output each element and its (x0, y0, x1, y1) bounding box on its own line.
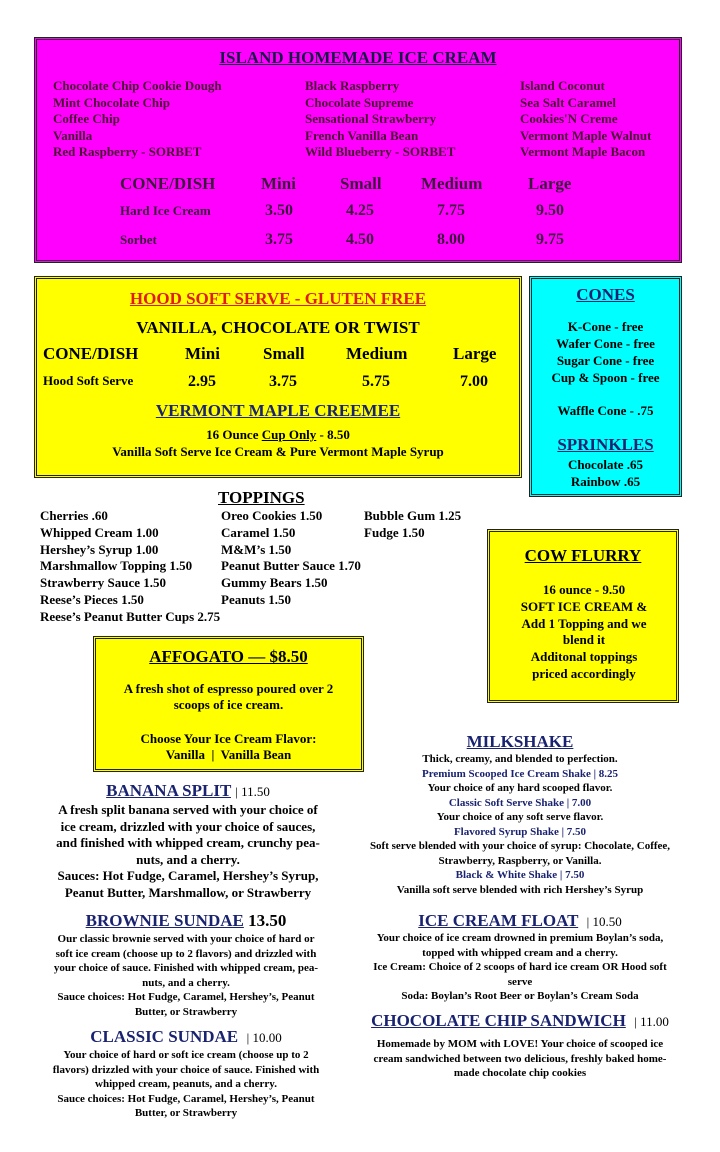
cow-flurry-line: SOFT ICE CREAM & (520, 598, 648, 614)
flavor-item: Island Coconut (520, 78, 605, 93)
brownie-heading (28, 911, 344, 931)
cow-flurry-body (498, 582, 670, 683)
sandwich-desc (352, 1037, 688, 1081)
affogato-desc-line: scoops of ice cream. (173, 696, 284, 712)
creemee-line1-post: - 8.50 (316, 427, 350, 442)
sprinkle-item: Chocolate .65 (567, 457, 644, 472)
topping-item: Peanuts 1.50 (221, 591, 292, 607)
topping-item: Peanut Butter Sauce 1.70 (221, 558, 361, 574)
banana-split-title: BANANA SPLIT (106, 781, 231, 800)
milkshake-item-name: Black & White Shake | 7.50 (455, 869, 585, 881)
float-title: ICE CREAM FLOAT (418, 911, 579, 930)
cone-item: Cup & Spoon - free (551, 370, 660, 385)
classic-sundae-section (28, 1027, 344, 1121)
price-value: 7.00 (460, 373, 488, 390)
hood-title: HOOD SOFT SERVE - GLUTEN FREE (129, 289, 427, 308)
milkshake-title: MILKSHAKE (466, 732, 574, 751)
desc-line: Butter, or Strawberry (134, 1005, 238, 1018)
island-flavors-col2 (305, 78, 455, 161)
milkshake-item-name: Premium Scooped Ice Cream Shake | 8.25 (421, 767, 619, 780)
topping-item: Strawberry Sauce 1.50 (40, 575, 167, 591)
affogato-choose (106, 731, 351, 762)
milkshake-section (352, 732, 688, 897)
milkshake-heading (352, 732, 688, 752)
desc-line: and finished with whipped cream, crunchy pea- (56, 835, 320, 850)
sandwich-price: | 11.00 (634, 1014, 669, 1029)
milkshake-intro: Thick, creamy, and blended to perfection. (422, 753, 618, 765)
island-header-large: Large (528, 174, 572, 193)
sprinkle-item: Rainbow .65 (570, 474, 641, 489)
hood-header-small: Small (263, 344, 305, 363)
flavor-item: French Vanilla Bean (305, 127, 419, 143)
island-header-medium: Medium (421, 174, 483, 193)
milkshake-item-name: Flavored Syrup Shake | 7.50 (453, 825, 587, 838)
price-value: 4.25 (346, 202, 374, 219)
float-heading (352, 911, 688, 931)
sandwich-heading (352, 1011, 688, 1031)
brownie-title: BROWNIE SUNDAE (85, 911, 244, 930)
affogato-options: Vanilla | Vanilla Bean (165, 746, 292, 762)
desc-line: Ice Cream: Choice of 2 scoops of hard ice cream OR Hood soft (373, 961, 667, 973)
banana-split-section (38, 781, 338, 901)
banana-split-heading (38, 781, 338, 801)
price-value: 3.75 (265, 231, 293, 248)
desc-line: made chocolate chip cookies (453, 1067, 587, 1079)
flavor-item: Vanilla (53, 127, 93, 143)
flavor-item: Black Raspberry (305, 78, 400, 93)
topping-item: Bubble Gum 1.25 (364, 508, 462, 523)
desc-line: Butter, or Strawberry (134, 1107, 238, 1119)
desc-line: Homemade by MOM with LOVE! Your choice of scooped ice (376, 1038, 664, 1050)
flavor-item: Sea Salt Caramel (520, 94, 617, 110)
cow-flurry-line: 16 ounce - 9.50 (542, 582, 626, 597)
desc-line: A fresh split banana served with your choice of (58, 802, 318, 817)
classic-title: CLASSIC SUNDAE (90, 1027, 239, 1046)
topping-item: Reese’s Pieces 1.50 (40, 591, 144, 607)
milkshake-item-name: Classic Soft Serve Shake | 7.00 (448, 796, 592, 809)
toppings-col2 (221, 508, 361, 609)
desc-line: ice cream, drizzled with your choice of sauces, (60, 818, 316, 834)
desc-line: Your choice of ice cream drowned in premium Boylan’s soda, (376, 932, 664, 944)
flavor-item: Vermont Maple Walnut (520, 127, 652, 143)
price-value: 7.75 (437, 202, 465, 219)
price-value: 3.75 (269, 373, 297, 390)
affogato-title: AFFOGATO — $8.50 (149, 647, 308, 666)
cones-title: CONES (576, 285, 635, 304)
price-value: 9.75 (536, 231, 564, 248)
cone-item: K-Cone - free (567, 319, 644, 334)
hood-header-conedish: CONE/DISH (43, 344, 139, 363)
topping-item: M&M’s 1.50 (221, 541, 292, 557)
milkshake-item-desc: Your choice of any hard scooped flavor. (427, 782, 613, 794)
banana-split-desc (38, 802, 338, 901)
desc-line: whipped cream, peanuts, and a cherry. (95, 1078, 277, 1090)
ice-cream-float-section (352, 911, 688, 1004)
flavor-item: Vermont Maple Bacon (520, 144, 646, 160)
price-value: 9.50 (536, 202, 564, 219)
hood-row-label: Hood Soft Serve (43, 373, 134, 388)
flavor-item: Sensational Strawberry (305, 111, 437, 127)
desc-line: flavors) drizzled with your choice of sauce. Finished with (52, 1063, 320, 1076)
waffle-cone-item: Waffle Cone - .75 (557, 403, 654, 418)
desc-line: Sauces: Hot Fudge, Caramel, Hershey’s Syrup, (57, 868, 319, 883)
hood-soft-serve-box (34, 276, 522, 478)
classic-price: | 10.00 (246, 1030, 282, 1045)
hood-header-medium: Medium (346, 344, 408, 363)
cone-item: Wafer Cone - free (556, 336, 655, 351)
island-header-conedish: CONE/DISH (120, 174, 216, 193)
island-flavors-col1 (53, 78, 222, 161)
island-title: ISLAND HOMEMADE ICE CREAM (219, 48, 497, 67)
hood-header-large: Large (453, 344, 497, 363)
cow-flurry-line: priced accordingly (532, 665, 636, 681)
price-value: 8.00 (437, 231, 465, 248)
milkshake-body (352, 752, 688, 897)
topping-item: Cherries .60 (40, 508, 108, 523)
creemee-line1-cup: Cup Only (261, 427, 317, 442)
price-value: 5.75 (362, 373, 390, 390)
topping-item: Gummy Bears 1.50 (221, 575, 328, 591)
desc-line: Soda: Boylan’s Root Beer or Boylan’s Cream Soda (401, 990, 639, 1002)
desc-line: Sauce choices: Hot Fudge, Caramel, Hershey’s, Peanut (57, 991, 315, 1003)
cow-flurry-line: Additonal toppings (530, 649, 638, 665)
float-price: | 10.50 (586, 914, 622, 929)
affogato-box (93, 636, 364, 772)
cow-flurry-title: COW FLURRY (524, 546, 642, 565)
price-value: 4.50 (346, 231, 374, 248)
island-header-mini: Mini (261, 174, 296, 193)
affogato-choose-label: Choose Your Ice Cream Flavor: (140, 731, 317, 746)
desc-line: cream sandwiched between two delicious, freshly baked home- (373, 1052, 667, 1065)
sprinkles-title: SPRINKLES (557, 435, 654, 454)
cow-flurry-line: Add 1 Topping and we (521, 615, 647, 631)
island-row-label: Sorbet (120, 232, 157, 247)
desc-line: nuts, and a cherry. (142, 976, 230, 989)
classic-desc (28, 1048, 344, 1121)
price-value: 2.95 (188, 373, 216, 390)
flavor-item: Wild Blueberry - SORBET (305, 144, 456, 160)
topping-item: Hershey’s Syrup 1.00 (40, 541, 159, 557)
brownie-desc (28, 932, 344, 1019)
flavor-item: Coffee Chip (53, 111, 120, 127)
hood-subtitle: VANILLA, CHOCOLATE OR TWIST (136, 318, 420, 337)
flavor-item: Cookies'N Creme (520, 111, 618, 127)
island-header-small: Small (340, 174, 382, 193)
island-flavors-col3 (520, 78, 651, 161)
desc-line: soft ice cream (choose up to 2 flavors) and drizzled with (55, 947, 317, 960)
milkshake-item-desc: Your choice of any soft serve flavor. (436, 811, 604, 823)
topping-item: Oreo Cookies 1.50 (221, 508, 323, 523)
cow-flurry-box (487, 529, 679, 703)
creemee-title: VERMONT MAPLE CREEMEE (155, 401, 401, 420)
flavor-item: Chocolate Chip Cookie Dough (53, 78, 222, 93)
affogato-desc (106, 681, 351, 712)
desc-line: your choice of sauce. Finished with whipped cream, pea- (53, 962, 319, 974)
topping-item: Caramel 1.50 (221, 524, 296, 540)
toppings-col3 (364, 508, 461, 542)
milkshake-item-desc: Vanilla soft serve blended with rich Hershey’s Syrup (396, 883, 644, 896)
milkshake-item-desc: Soft serve blended with your choice of syrup: Chocolate, Coffee, (369, 840, 671, 852)
desc-line: serve (507, 975, 533, 988)
sandwich-title: CHOCOLATE CHIP SANDWICH (371, 1011, 626, 1030)
cones-box (529, 276, 682, 497)
topping-item: Whipped Cream 1.00 (40, 524, 159, 540)
creemee-line1-pre: 16 Ounce (206, 427, 262, 442)
milkshake-item-desc: Strawberry, Raspberry, or Vanilla. (438, 854, 602, 867)
cone-item: Sugar Cone - free (556, 353, 655, 368)
toppings-col1 (40, 508, 220, 626)
flavor-item: Mint Chocolate Chip (53, 94, 170, 110)
classic-heading (28, 1027, 344, 1047)
creemee-line2: Vanilla Soft Serve Ice Cream & Pure Vermont Maple Syrup (112, 444, 444, 459)
topping-item: Marshmallow Topping 1.50 (40, 558, 193, 574)
float-desc (352, 931, 688, 1004)
desc-line: Sauce choices: Hot Fudge, Caramel, Hershey’s, Peanut (57, 1092, 315, 1105)
affogato-desc-line: A fresh shot of espresso poured over 2 (123, 681, 334, 696)
banana-split-price: | 11.50 (235, 784, 270, 799)
topping-item: Fudge 1.50 (364, 524, 425, 540)
price-value: 3.50 (265, 202, 293, 219)
brownie-price: 13.50 (248, 911, 287, 930)
island-ice-cream-box (34, 37, 682, 263)
chocolate-chip-sandwich-section (352, 1011, 688, 1081)
island-row-label: Hard Ice Cream (120, 203, 211, 218)
flavor-item: Chocolate Supreme (305, 94, 414, 110)
cow-flurry-line: blend it (562, 632, 606, 648)
creemee-line1 (37, 427, 519, 443)
hood-header-mini: Mini (185, 344, 220, 363)
desc-line: Our classic brownie served with your choice of hard or (57, 933, 315, 945)
toppings-title: TOPPINGS (218, 488, 305, 507)
flavor-item: Red Raspberry - SORBET (53, 144, 202, 160)
brownie-sundae-section (28, 911, 344, 1019)
desc-line: topped with whipped cream and a cherry. (422, 946, 618, 959)
desc-line: Your choice of hard or soft ice cream (choose up to 2 (63, 1049, 309, 1061)
desc-line: nuts, and a cherry. (136, 851, 240, 867)
desc-line: Peanut Butter, Marshmallow, or Strawberry (64, 884, 312, 900)
topping-item: Reese’s Peanut Butter Cups 2.75 (40, 608, 221, 624)
